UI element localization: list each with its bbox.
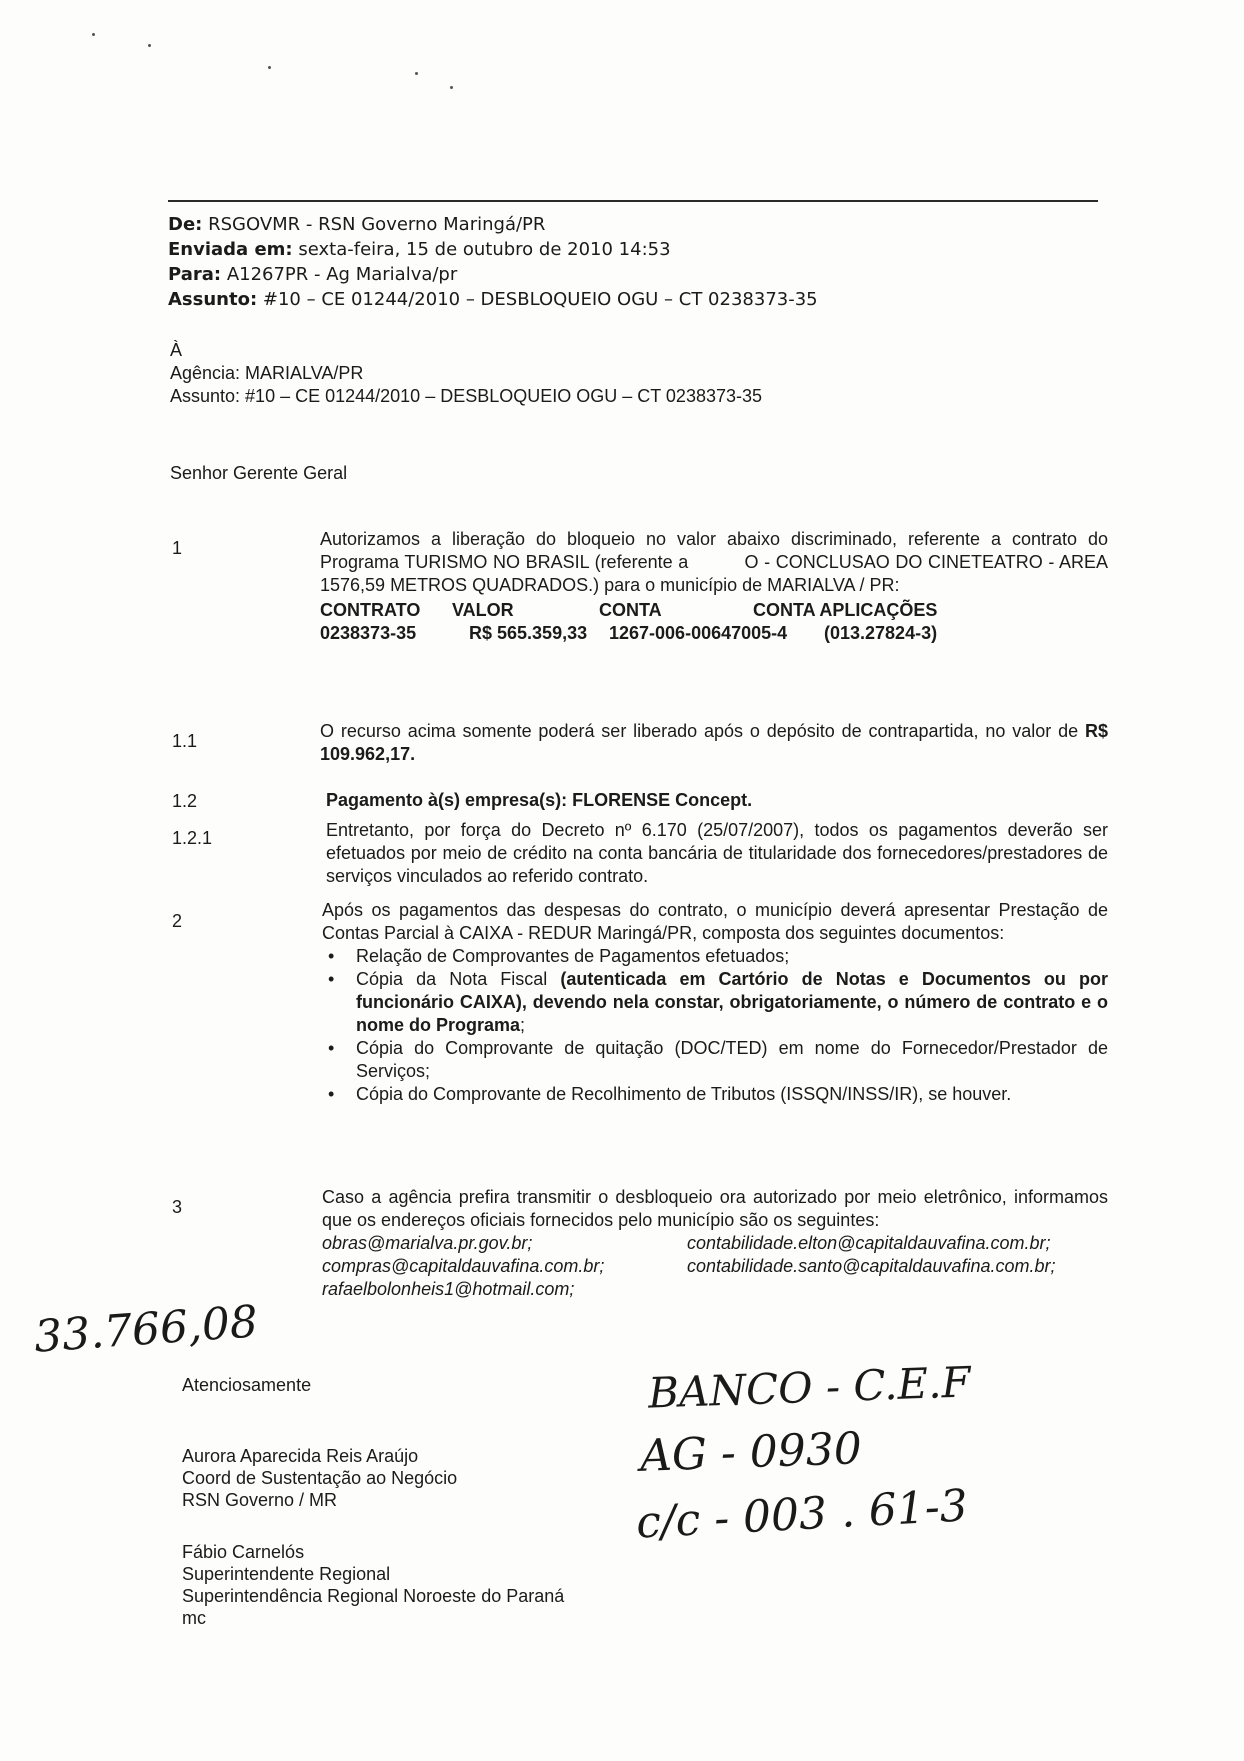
document-list <box>322 945 1108 1106</box>
item-number-2: 2 <box>172 911 183 931</box>
address-subject: Assunto: #10 – CE 01244/2010 – DESBLOQUEIO OGU – CT 0238373-35 <box>170 386 763 406</box>
address-to: À <box>170 340 183 360</box>
subject-line: Assunto: #10 – CE 01244/2010 – DESBLOQUEIO OGU – CT 0238373-35 <box>168 289 818 310</box>
cell-conta-aplicacoes: (013.27824-3) <box>824 623 938 643</box>
item-2 <box>322 899 1108 1106</box>
address-agency: Agência: MARIALVA/PR <box>170 363 364 383</box>
contract-table <box>320 599 1108 645</box>
list-item: • Cópia do Comprovante de quitação (DOC/TED) em nome do Fornecedor/Prestador de Serviços; <box>356 1037 1108 1083</box>
item-number-1: 1 <box>172 538 183 558</box>
header-rule <box>168 200 1098 202</box>
sent-line: Enviada em: sexta-feira, 15 de outubro de 2010 14:53 <box>168 239 671 260</box>
item-1-2: Pagamento à(s) empresa(s): FLORENSE Concept. <box>326 790 753 810</box>
col-valor: VALOR <box>452 600 514 620</box>
signer-name: Fábio Carnelós <box>182 1542 305 1562</box>
signer-name: Aurora Aparecida Reis Araújo <box>182 1446 419 1466</box>
item-1 <box>320 528 1114 645</box>
address-block <box>170 339 762 408</box>
item-number-1-2: 1.2 <box>172 791 198 811</box>
item-3 <box>322 1186 1108 1301</box>
item-number-3: 3 <box>172 1197 183 1217</box>
from-line: De: RSGOVMR - RSN Governo Maringá/PR <box>168 214 546 235</box>
list-item: • Cópia da Nota Fiscal (autenticada em Cartório de Notas e Documentos ou por funcionário CAIXA), devendo nela constar, obrigatoriamente, o número de contrato e o nome do Programa; <box>356 968 1108 1037</box>
signer-initials: mc <box>182 1608 206 1628</box>
list-item: • Cópia do Comprovante de Recolhimento de Tributos (ISSQN/INSS/IR), se houver. <box>356 1083 1108 1106</box>
closing: Atenciosamente <box>182 1375 312 1395</box>
salutation: Senhor Gerente Geral <box>170 463 348 483</box>
col-conta: CONTA <box>599 600 662 620</box>
signature-block-1 <box>182 1445 457 1511</box>
item-1-1 <box>320 720 1108 766</box>
to-line: Para: A1267PR - Ag Marialva/pr <box>168 264 458 285</box>
signature-block-2 <box>182 1541 564 1629</box>
handwritten-account: c/c - 003 . 61-3 <box>634 1480 969 1549</box>
item-1-text: Autorizamos a liberação do bloqueio no valor abaixo discriminado, referente a contrato do Programa TURISMO NO BRASIL (referente a O - CONCLUSAO DO CINETEATRO - AREA 1576,59 METROS QUADRADOS.) para o município de MARIALVA / PR: <box>320 529 1114 595</box>
cell-conta: 1267-006-00647005-4 <box>609 623 788 643</box>
email-header <box>168 212 818 312</box>
col-contrato: CONTRATO <box>320 600 421 620</box>
contract-table-header <box>320 599 1108 622</box>
item-2-text: Após os pagamentos das despesas do contrato, o município deverá apresentar Prestação de Contas Parcial à CAIXA - REDUR Maringá/PR, composta dos seguintes documentos: <box>322 900 1108 943</box>
email-link[interactable]: contabilidade.santo@capitaldauvafina.com.br; <box>687 1256 1056 1276</box>
col-conta-aplicacoes: CONTA APLICAÇÕES <box>753 600 938 620</box>
email-link[interactable]: compras@capitaldauvafina.com.br; <box>322 1256 605 1276</box>
handwritten-amount: 33.766,08 <box>32 1296 260 1363</box>
email-link[interactable]: obras@marialva.pr.gov.br; <box>322 1233 533 1253</box>
signer-unit: Superintendência Regional Noroeste do Paraná <box>182 1586 565 1606</box>
signer-role: Coord de Sustentação ao Negócio <box>182 1468 458 1488</box>
list-item: • Relação de Comprovantes de Pagamentos efetuados; <box>356 945 1108 968</box>
cell-valor: R$ 565.359,33 <box>469 623 588 643</box>
handwritten-bank: BANCO - C.E.F <box>647 1357 972 1418</box>
signer-role: Superintendente Regional <box>182 1564 391 1584</box>
contract-table-row <box>320 622 1108 645</box>
item-1-1-text: O recurso acima somente poderá ser liberado após o depósito de contrapartida, no valor de <box>320 721 1079 741</box>
item-3-text: Caso a agência prefira transmitir o desbloqueio ora autorizado por meio eletrônico, informamos que os endereços oficiais fornecidos pelo município são os seguintes: <box>322 1187 1108 1230</box>
item-number-1-1: 1.1 <box>172 731 198 751</box>
email-row-3 <box>322 1278 1108 1301</box>
email-link[interactable]: contabilidade.elton@capitaldauvafina.com.br; <box>687 1233 1051 1253</box>
item-number-1-2-1: 1.2.1 <box>172 828 213 848</box>
item-1-1-value: R$ 109.962,17. <box>320 721 1108 764</box>
email-row-1 <box>322 1232 1108 1255</box>
signer-unit: RSN Governo / MR <box>182 1490 338 1510</box>
email-link[interactable]: rafaelbolonheis1@hotmail.com; <box>322 1279 575 1299</box>
handwritten-agency: AG - 0930 <box>639 1423 863 1482</box>
item-1-2-1: Entretanto, por força do Decreto nº 6.170 (25/07/2007), todos os pagamentos deverão ser efetuados por meio de crédito na conta bancária de titularidade dos fornecedores/prestadores de serviços vinculados ao referido contrato. <box>326 820 1108 886</box>
email-row-2 <box>322 1255 1108 1278</box>
cell-contrato: 0238373-35 <box>320 623 417 643</box>
